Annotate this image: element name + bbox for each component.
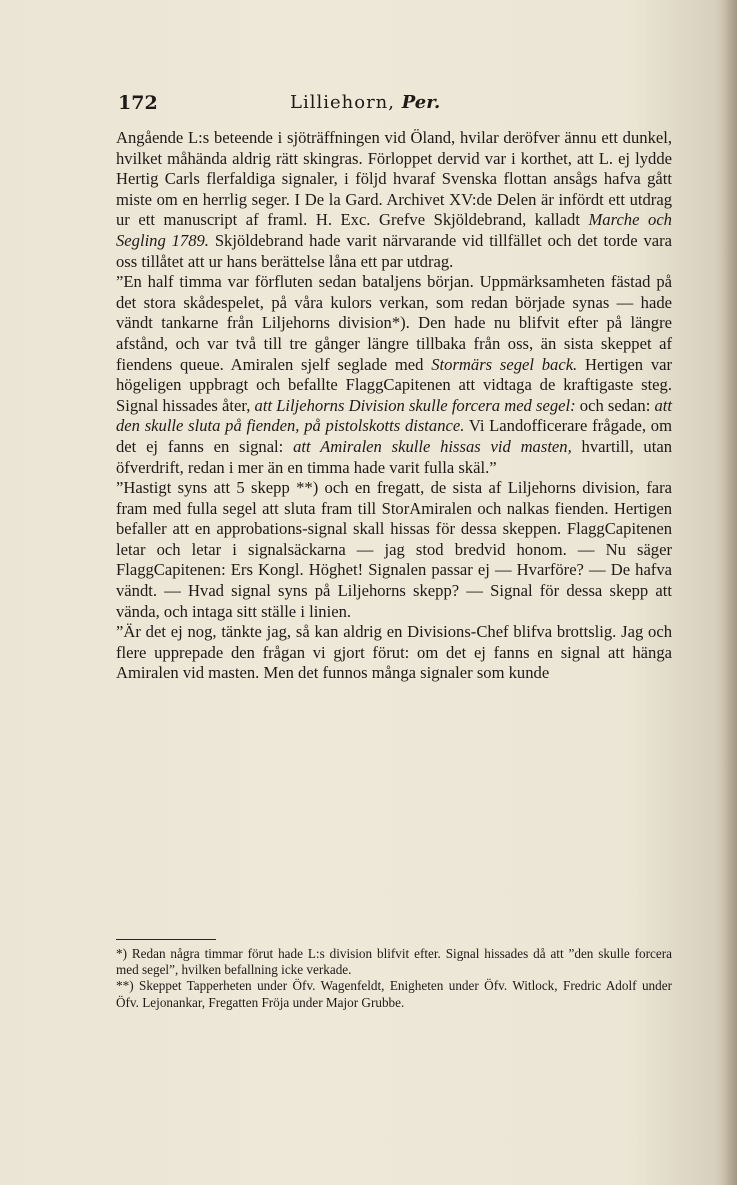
footnote-1: *) Redan några timmar förut hade L:s division blifvit efter. Signal hissades då att ”den skulle forcera med segel”, hvilken befallning icke verkade.: [116, 946, 672, 978]
paragraph: ”Är det ej nog, tänkte jag, så kan aldrig en Divisions-Chef blifva brottslig. Jag och flere upprepade den frågan vi gjort förut: om det ej fanns en signal att hänga Amiralen vid masten. Men det funnos många signaler som kunde: [116, 622, 672, 683]
main-text: [116, 128, 672, 684]
running-head: [290, 92, 440, 113]
running-head-name: Lilliehorn,: [290, 92, 395, 113]
footnotes: [116, 946, 672, 1011]
italic-title: Marche och Segling 1789.: [116, 210, 672, 250]
paragraph: ”En half timma var förfluten sedan bataljens början. Uppmärksamheten fästad på det stora skådespelet, på våra kulors verkan, som redan började synas — hade vändt tankarne från Liljehorns division*). Den hade nu blifvit efter på längre afstånd, och var två till tre gånger längre tillbaka från oss, än sista skeppet af fiendens queue. Amiralen sjelf seglade med Stormärs segel back. Hertigen var högeligen uppbragt och befallte FlaggCapitenen att vidtaga de kraftigaste steg. Signal hissades åter, att Liljehorns Division skulle forcera med segel: och sedan: att den skulle sluta på fienden, på pistolskotts distance. Vi Landofficerare frågade, om det ej fanns en signal: att Amiralen skulle hissas vid masten, hvartill, utan öfverdrift, redan i mer än en timma hade varit fulla skäl.”: [116, 272, 673, 477]
page-header: [118, 92, 678, 116]
page-edge-shadow: [723, 0, 737, 1185]
running-head-first: Per.: [401, 92, 441, 113]
paragraph: Angående L:s beteende i sjöträffningen vid Öland, hvilar deröfver ännu ett dunkel, hvilket måhända aldrig rätt skingras. Förloppet dervid var i korthet, att L. ej lydde Hertig Carls flerfaldiga signaler, i följd hvaraf Svenska flottan ansågs hafva gått miste om en herrlig seger. I De la Gard. Archivet XV:de Delen är infördt ett utdrag ur ett manuscript af framl. H. Exc. Grefve Skjöldebrand, kalladt Marche och Segling 1789. Skjöldebrand hade varit närvarande vid tillfället och det torde vara oss tillåtet att ur hans berättelse låna ett par utdrag.: [116, 128, 672, 271]
page-number: 172: [118, 92, 158, 114]
paragraph: ”Hastigt syns att 5 skepp **) och en fregatt, de sista af Liljehorns division, fara fram med fulla segel att sluta fram till StorAmiralen och nalkas fienden. Hertigen befaller att en approbations-signal skall hissas för dessa skeppen. FlaggCapitenen letar och letar i signalsäckarna — jag stod bredvid honom. — Nu säger FlaggCapitenen: Ers Kongl. Höghet! Signalen passar ej — Hvarföre? — De hafva vändt. — Hvad signal syns på Liljehorns skepp? — Signal för dessa skepp att vända, och intaga sitt ställe i linien.: [116, 478, 672, 621]
footnote-2: **) Skeppet Tapperheten under Öfv. Wagenfeldt, Enigheten under Öfv. Witlock, Fredric Adolf under Öfv. Lejonankar, Fregatten Fröja under Major Grubbe.: [116, 978, 672, 1010]
footnote-rule: [116, 939, 216, 940]
